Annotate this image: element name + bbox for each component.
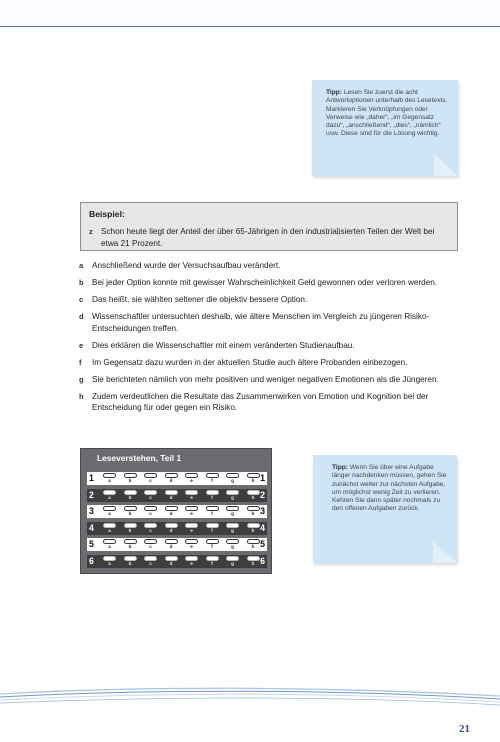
row-number-right: 3	[260, 506, 265, 516]
option-letter: h	[79, 391, 84, 401]
bubble-letter: b	[128, 544, 132, 549]
row-number-left: 6	[89, 555, 94, 566]
option-text: Dies erklären die Wissenschaftler mit einem veränderten Studienaufbau.	[92, 340, 355, 350]
tip-note-time-management	[313, 455, 457, 563]
bubble-letter: g	[231, 478, 234, 483]
example-box	[80, 202, 458, 251]
bubble-letter: e	[190, 494, 193, 500]
option-text: Sie berichteten nämlich von mehr positiven und weniger negativen Emotionen als die Jüngeren.	[92, 374, 439, 384]
bubble-letter: e	[190, 511, 193, 516]
tip-text: Lesen Sie zuerst die acht Antwortoptionen unterhalb des Lesetexts. Markieren Sie Verknüpfungen oder Verweise wie „daher“, „im Gegensatz dazu“, „anschließend“, „dies“, „nämlich“ usw. Diese sind für die Lösung wichtig.	[326, 89, 448, 138]
bubble-letter: e	[190, 544, 193, 549]
row-number-right: 6	[260, 555, 265, 566]
header-rule	[0, 26, 500, 27]
header-band	[0, 0, 500, 26]
answer-row-6	[87, 555, 267, 568]
bubble-letter: a	[108, 478, 111, 483]
footer-wave-decoration	[0, 682, 500, 712]
bubble-letter: f	[211, 527, 213, 533]
tip-text: Wenn Sie über eine Aufgabe länger nachdenken müssen, gehen Sie zunächst weiter zur nächsten Aufgabe, um möglichst wenig Zeit zu verlieren. Kehren Sie dann später nochmals zu den offenen Aufgaben zurück.	[332, 464, 447, 513]
bubble-letter: d	[169, 494, 173, 500]
bubble-letter: a	[108, 527, 111, 533]
bubble-letter: d	[169, 544, 173, 549]
row-number-left: 4	[89, 522, 94, 533]
option-letter: g	[79, 374, 84, 384]
bubble-letter: h	[251, 544, 255, 549]
option-text: Bei jeder Option konnte mit gewisser Wahrscheinlichkeit Geld gewonnen oder verloren werden.	[92, 278, 438, 288]
option-text: Das heißt, sie wählten seltener die objektiv bessere Option.	[92, 295, 308, 305]
bubble-letter: f	[211, 544, 213, 549]
option-item-h	[79, 391, 471, 414]
row-number-left: 3	[89, 506, 94, 516]
option-letter: f	[79, 357, 82, 367]
bubble-letter: c	[149, 511, 152, 516]
option-item-b	[79, 277, 471, 288]
bubble-letter: f	[211, 511, 213, 516]
bubble-letter: d	[169, 478, 173, 483]
tip-note-reading-options	[312, 80, 458, 176]
option-text: Anschließend wurde der Versuchsaufbau verändert.	[92, 261, 281, 270]
tip-label: Tipp:	[326, 89, 342, 96]
bubble-letter: a	[108, 511, 111, 516]
row-number-right: 4	[260, 522, 265, 533]
option-text: Im Gegensatz dazu wurden in der aktuellen Studie auch ältere Probanden einbezogen.	[92, 357, 408, 367]
bubble-letter: b	[128, 527, 132, 533]
option-text: Zudem verdeutlichen die Resultate das Zusammenwirken von Emotion und Kognition bei der Entscheidung für oder gegen ein Risiko.	[92, 391, 429, 413]
option-item-e	[79, 340, 471, 351]
bubble-letter: c	[149, 560, 152, 566]
bubble-letter: c	[149, 478, 152, 483]
option-letter: e	[79, 340, 84, 350]
bubble-letter: f	[211, 478, 213, 483]
bubble-letter: h	[251, 511, 255, 516]
bubble-letter: h	[251, 560, 255, 566]
answer-row-3	[87, 505, 267, 518]
bubble-letter: a	[108, 560, 111, 566]
bubble-letter: h	[251, 527, 255, 533]
bubble-letter: c	[149, 544, 152, 549]
option-letter: b	[79, 278, 84, 288]
page-curl-icon	[434, 154, 458, 176]
row-number-right: 1	[260, 473, 265, 483]
answer-row-2	[87, 489, 267, 502]
bubble-letter: g	[231, 544, 234, 549]
answer-row-5	[87, 538, 267, 551]
bubble-letter: g	[231, 494, 234, 500]
example-title: Beispiel:	[89, 209, 125, 219]
example-text: Schon heute liegt der Anteil der über 65-Jährigen in den industrialisierten Teilen der Welt bei etwa 21 Prozent.	[101, 227, 435, 248]
bubble-letter: g	[231, 511, 234, 516]
bubble-letter: e	[190, 560, 193, 566]
tip-label: Tipp:	[332, 464, 348, 471]
answer-sheet	[80, 448, 272, 574]
answer-sheet-title: Leseverstehen, Teil 1	[97, 453, 182, 463]
bubble-letter: b	[128, 494, 132, 500]
bubble-letter: d	[169, 527, 173, 533]
bubble-letter: e	[190, 527, 193, 533]
row-number-left: 2	[89, 489, 94, 500]
page-number: 21	[459, 723, 470, 735]
bubble-letter: b	[128, 560, 132, 566]
bubble-letter: a	[108, 544, 111, 549]
option-item-f	[79, 357, 471, 368]
bubble-letter: a	[108, 494, 111, 500]
row-number-right: 2	[260, 489, 265, 500]
bubble-letter: f	[211, 560, 213, 566]
option-letter: c	[79, 295, 84, 305]
option-letter: a	[79, 261, 84, 270]
row-number-right: 5	[260, 539, 265, 549]
answer-row-4	[87, 522, 267, 535]
bubble-letter: c	[149, 527, 152, 533]
option-item-a	[79, 260, 471, 271]
option-item-g	[79, 374, 471, 385]
bubble-letter: b	[128, 478, 132, 483]
bubble-letter: e	[190, 478, 193, 483]
bubble-letter: g	[231, 527, 234, 533]
option-letter: d	[79, 312, 84, 322]
bubble-letter: g	[231, 560, 234, 566]
row-number-left: 1	[89, 473, 94, 483]
bubble-letter: d	[169, 560, 173, 566]
answer-row-1	[87, 472, 267, 485]
option-text: Wissenschaftler untersuchten deshalb, wie ältere Menschen im Vergleich zu jüngeren Risiko-Entscheidungen treffen.	[92, 312, 430, 333]
bubble-letter: f	[211, 494, 213, 500]
row-number-left: 5	[89, 539, 94, 549]
page-curl-icon	[433, 541, 457, 563]
option-item-c	[79, 294, 471, 305]
answer-options-list	[79, 260, 471, 419]
bubble-letter: b	[128, 511, 132, 516]
example-letter: z	[89, 227, 93, 236]
bubble-letter: h	[251, 478, 255, 483]
bubble-letter: c	[149, 494, 152, 500]
bubble-letter: h	[251, 494, 255, 500]
option-item-d	[79, 311, 471, 334]
bubble-letter: d	[169, 511, 173, 516]
